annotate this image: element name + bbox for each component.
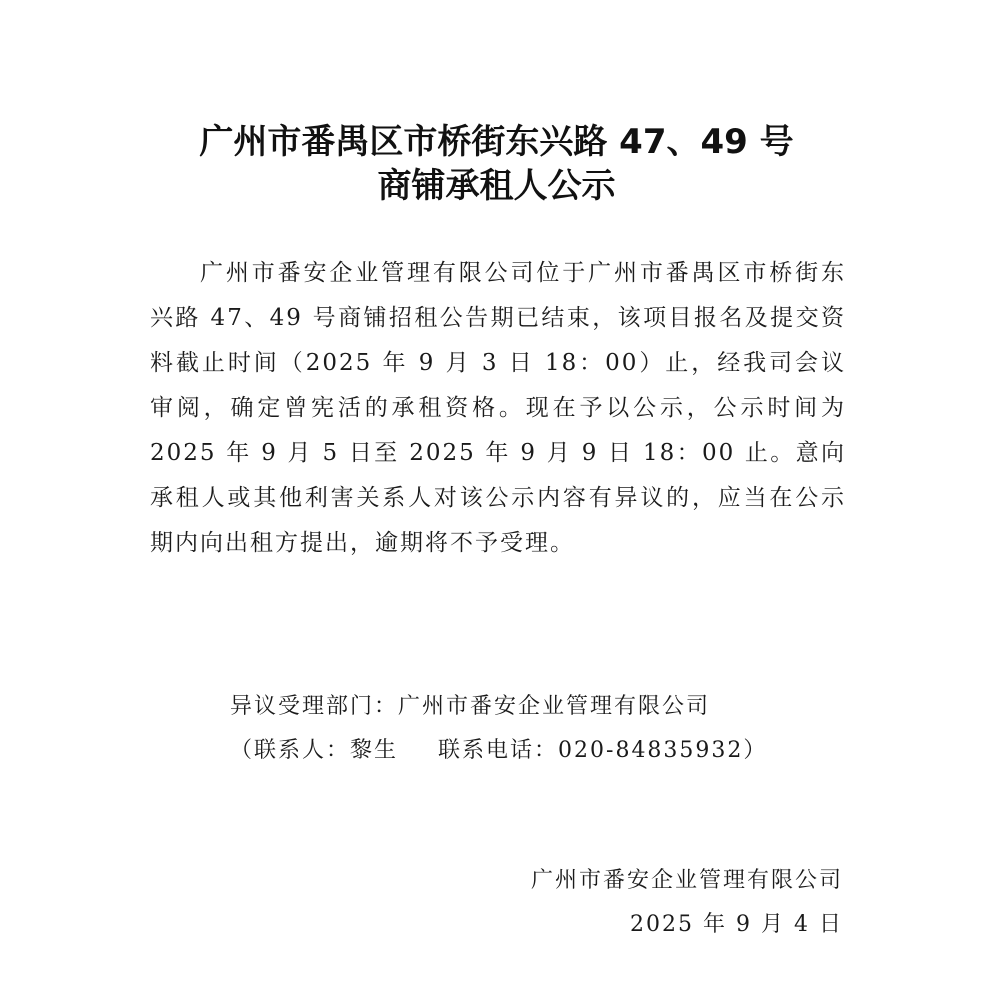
notice-title-line2: 商铺承租人公示	[377, 166, 616, 206]
contact-phone: 联系电话：020-84835932）	[438, 738, 768, 763]
notice-title-line1: 广州市番禺区市桥街东兴路 47、49 号	[199, 122, 794, 162]
signature-date: 2025 年 9 月 4 日	[630, 912, 843, 937]
notice-body: 广州市番安企业管理有限公司位于广州市番禺区市桥街东兴路 47、49 号商铺招租公告期已结束，该项目报名及提交资料截止时间（2025 年 9 月 3 日 18：00）止，经我司会议审阅，确定曾宪活的承租资格。现在予以公示，公示时间为 2025 年 9 月 5 日至 2025 年 9 月 9 日 18：00 止。意向承租人或其他利害关系人对该公示内容有异议的，应当在公示期内向出租方提出，逾期将不予受理。	[150, 260, 846, 556]
objection-department: 异议受理部门：广州市番安企业管理有限公司	[230, 694, 711, 719]
contact-person: （联系人：黎生	[230, 738, 399, 763]
contact-info	[230, 736, 767, 766]
signature-company: 广州市番安企业管理有限公司	[530, 868, 843, 893]
